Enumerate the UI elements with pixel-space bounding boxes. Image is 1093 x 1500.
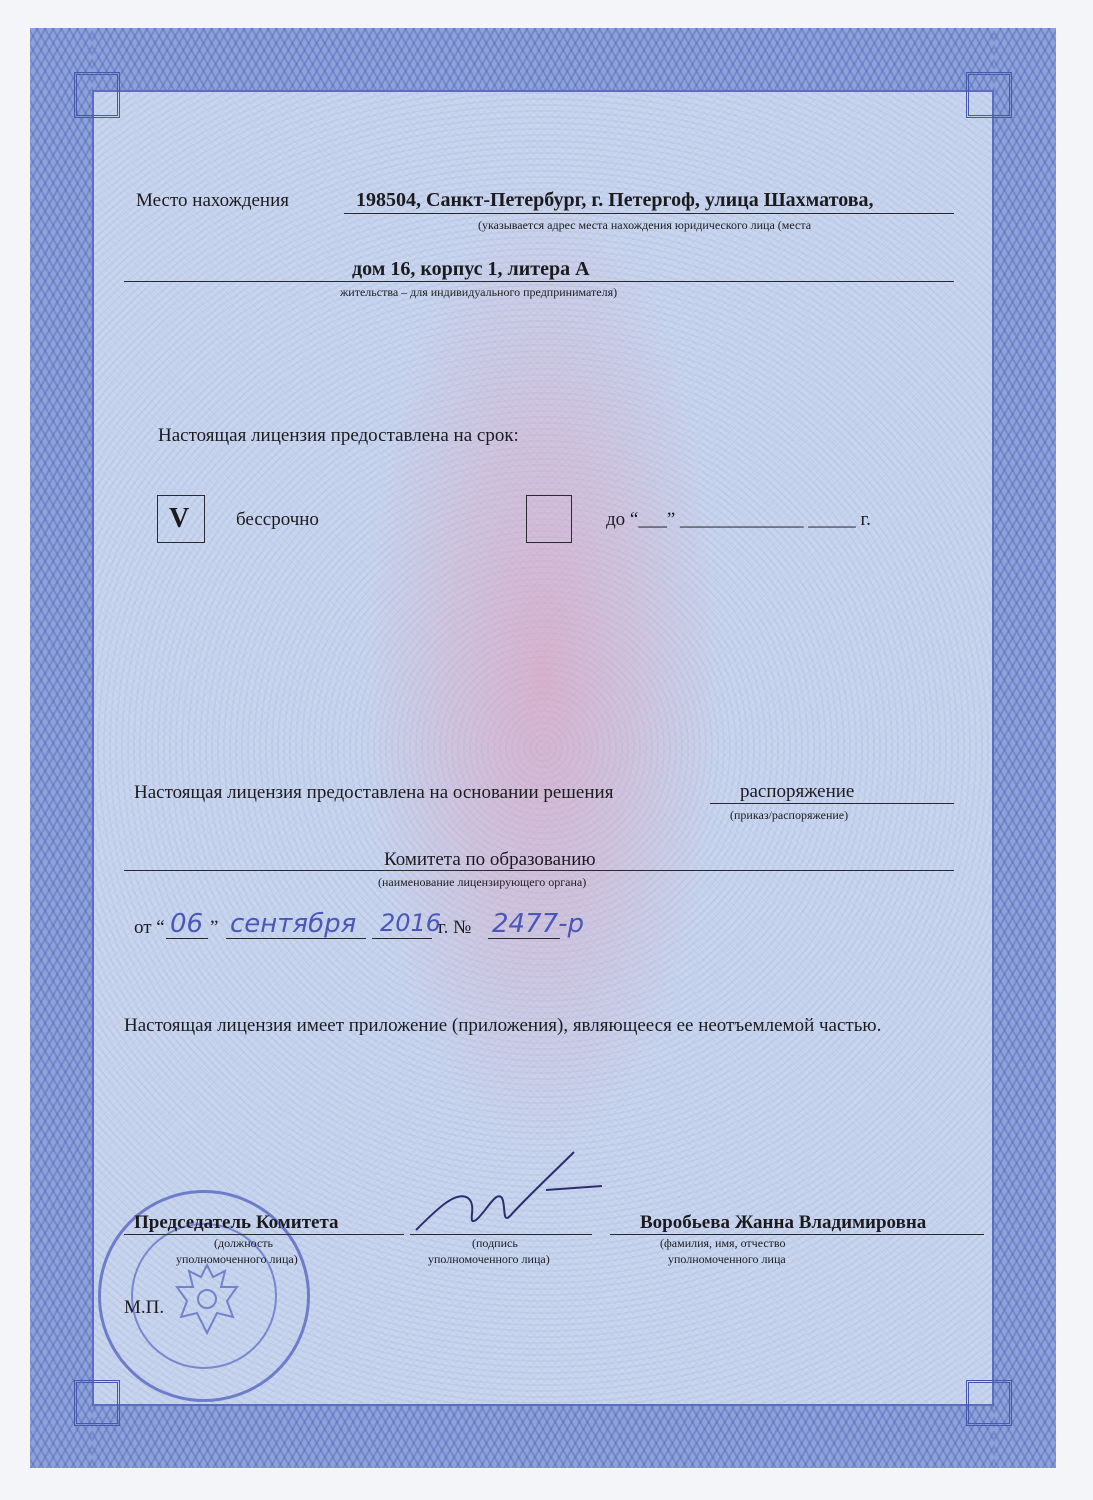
year-underline — [372, 938, 432, 939]
corner-ornament-icon — [966, 1380, 1012, 1426]
authority-hint: (наименование лицензирующего органа) — [378, 875, 587, 889]
check-mark-icon: V — [169, 503, 190, 534]
location-underline-2 — [124, 281, 954, 282]
basis-heading: Настоящая лицензия предоставлена на основании решения — [134, 782, 614, 803]
number-underline — [488, 938, 560, 939]
position-hint-1: (должность — [214, 1236, 273, 1250]
term-heading: Настоящая лицензия предоставлена на срок: — [158, 425, 519, 446]
date-quote-close: ” — [210, 917, 219, 938]
name-hint-2: уполномоченного лица — [668, 1252, 786, 1266]
position-underline — [124, 1234, 404, 1235]
signature-underline — [410, 1234, 592, 1235]
date-year: 2016 — [380, 909, 442, 937]
corner-ornament-icon — [74, 1380, 120, 1426]
position-hint-2: уполномоченного лица) — [176, 1252, 298, 1266]
sign-hint-2: уполномоченного лица) — [428, 1252, 550, 1266]
corner-ornament-icon — [74, 72, 120, 118]
location-line1: 198504, Санкт-Петербург, г. Петергоф, улица Шахматова, — [356, 189, 874, 211]
corner-ornament-icon — [966, 72, 1012, 118]
sign-hint-1: (подпись — [472, 1236, 518, 1250]
authority-name: Комитета по образованию — [384, 849, 596, 870]
date-prefix: от “ — [134, 917, 165, 938]
location-line2: дом 16, корпус 1, литера А — [352, 258, 590, 280]
date-day: 06 — [170, 909, 204, 939]
name-hint-1: (фамилия, имя, отчество — [660, 1236, 786, 1250]
double-eagle-icon — [167, 1257, 247, 1341]
decision-underline — [710, 803, 954, 804]
month-underline — [226, 938, 366, 939]
decision-hint: (приказ/распоряжение) — [730, 808, 849, 822]
appendix-note: Настоящая лицензия имеет приложение (приложения), являющееся ее неотъемлемой частью. — [124, 1015, 882, 1036]
seal-place-label: М.П. — [124, 1297, 165, 1318]
indefinite-checkbox — [157, 495, 205, 543]
authority-underline — [124, 870, 954, 871]
signer-position: Председатель Комитета — [134, 1212, 339, 1233]
until-label: до “___” _____________ _____ г. — [606, 509, 871, 530]
year-suffix: г. № — [438, 917, 472, 938]
until-checkbox — [526, 495, 572, 543]
day-underline — [166, 938, 208, 939]
location-label: Место нахождения — [136, 190, 289, 211]
handwritten-signature-icon — [406, 1150, 606, 1240]
location-hint1: (указывается адрес места нахождения юридического лица (места — [478, 218, 812, 232]
indefinite-label: бессрочно — [236, 509, 319, 530]
date-month: сентября — [230, 909, 357, 939]
decision-number: 2477-р — [492, 909, 585, 939]
name-underline — [610, 1234, 984, 1235]
location-underline-1 — [344, 213, 954, 214]
location-hint2: жительства – для индивидуального предпринимателя) — [340, 285, 618, 299]
decision-type: распоряжение — [740, 781, 855, 802]
signer-name: Воробьева Жанна Владимировна — [640, 1212, 927, 1233]
